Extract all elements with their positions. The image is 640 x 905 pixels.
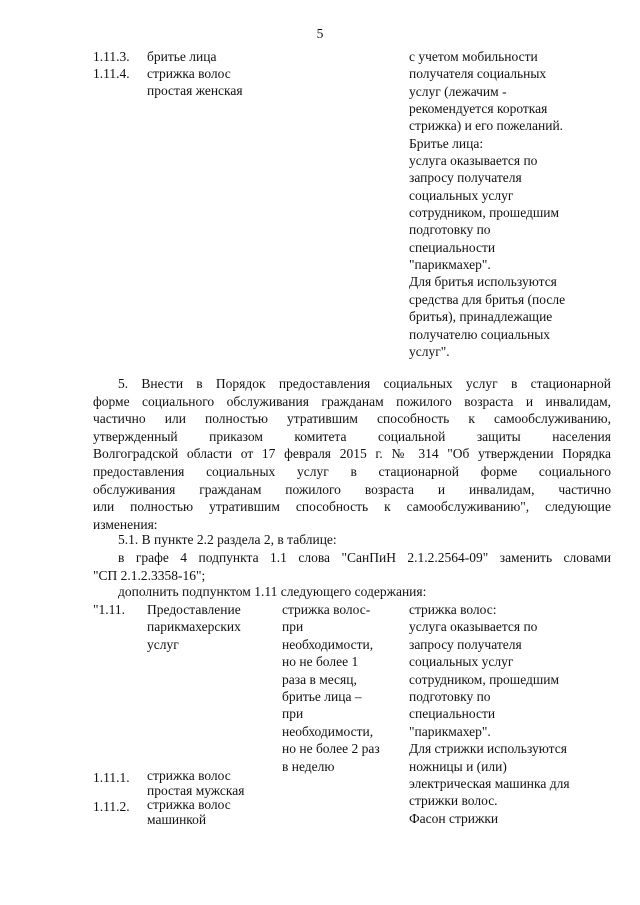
description-line: сотрудником, прошедшим: [409, 205, 560, 221]
row-number-1-11-2: 1.11.2.: [93, 799, 130, 814]
frequency-line: но не более 1: [282, 654, 359, 670]
frequency-line: но не более 2 раз: [282, 741, 380, 757]
row-name-line: простая мужская: [147, 782, 245, 798]
description-line: подготовку по: [409, 222, 491, 238]
row-number-1-11-1: 1.11.1.: [93, 770, 130, 785]
description-line: получателя социальных: [409, 66, 547, 82]
description-line: рекомендуется короткая: [409, 101, 548, 117]
paragraph-line: частично или полностью утратившим способность к самообслуживанию,: [93, 411, 611, 427]
frequency-line: бритье лица –: [282, 689, 362, 705]
description-line: социальных услуг: [409, 654, 514, 670]
description-line: с учетом мобильности: [409, 49, 538, 64]
frequency-line: при: [282, 706, 304, 722]
paragraph-line: или полностью утратившим способность к самообслуживанию", следующие: [93, 499, 611, 515]
row-name-line: машинкой: [147, 811, 207, 827]
item-5-1: 5.1. В пункте 2.2 раздела 2, в таблице:: [118, 532, 337, 547]
frequency-line: необходимости,: [282, 723, 374, 739]
row-name-line: Предоставление: [147, 602, 241, 617]
paragraph-line: 5. Внести в Порядок предоставления социальных услуг в стационарной: [118, 376, 611, 391]
row-name-1-11-1: [147, 769, 244, 798]
description-line: социальных услуг: [409, 187, 514, 203]
description-line: стрижка волос:: [409, 602, 497, 617]
paragraph-line: "СП 2.1.2.3358-16";: [93, 567, 206, 583]
description-line: услуг".: [409, 343, 450, 359]
row-name-1-11-4: [147, 65, 243, 100]
row-name-1-11-3: бритье лица: [147, 49, 217, 64]
description-line: получателю социальных: [409, 326, 551, 342]
row-name-line: простая женская: [147, 83, 243, 99]
row-name-1-11-2: [147, 798, 231, 827]
description-line: средства для бритья (после: [409, 291, 566, 307]
description-line: услуг (лежачим -: [409, 83, 507, 99]
top-description-column: [409, 48, 565, 360]
paragraph-line: Волгоградской области от 17 февраля 2015 г. № 314 "Об утверждении Порядка: [93, 446, 611, 462]
row-number-1-11-3: 1.11.3.: [93, 49, 130, 64]
frequency-line: при: [282, 619, 304, 635]
table-row-number: "1.11.: [93, 602, 126, 617]
row-number-1-11-4: 1.11.4.: [93, 66, 130, 81]
paragraph-line: в графе 4 подпункта 1.1 слова "СанПиН 2.1.2.2564-09" заменить словами: [118, 550, 611, 565]
description-line: Фасон стрижки: [409, 810, 499, 826]
description-line: специальности: [409, 239, 496, 255]
description-line: электрическая машинка для: [409, 776, 570, 792]
description-line: стрижка) и его пожеланий.: [409, 118, 564, 134]
description-line: запросу получателя: [409, 170, 522, 186]
description-line: "парикмахер".: [409, 257, 491, 273]
paragraph-line: предоставления социальных услуг в стационарной форме социального: [93, 463, 611, 479]
paragraph-line: форме социального обслуживания гражданам пожилого возраста и инвалидам,: [93, 393, 611, 409]
frequency-line: в неделю: [282, 758, 335, 774]
description-line: услуга оказывается по: [409, 619, 538, 635]
frequency-line: стрижка волос-: [282, 602, 371, 617]
table-description-column: [409, 601, 570, 827]
row-name-line: стрижка волос: [147, 768, 231, 783]
page-number: 5: [316, 26, 324, 41]
row-name-line: стрижка волос: [147, 797, 231, 812]
paragraph-line: изменения:: [93, 516, 158, 532]
description-line: ножницы и (или): [409, 758, 507, 774]
paragraph-line: утвержденный приказом комитета социальной защиты населения: [93, 428, 611, 444]
replace-instruction: [93, 549, 611, 584]
row-name-line: парикмахерских: [147, 619, 241, 635]
description-line: "парикмахер".: [409, 723, 491, 739]
description-line: подготовку по: [409, 689, 491, 705]
row-name-line: услуг: [147, 636, 179, 652]
description-line: специальности: [409, 706, 496, 722]
description-line: Бритье лица:: [409, 135, 484, 151]
row-name-line: стрижка волос: [147, 66, 231, 81]
description-line: услуга оказывается по: [409, 153, 538, 169]
frequency-line: необходимости,: [282, 636, 374, 652]
description-line: бритья), принадлежащие: [409, 309, 553, 325]
paragraph-line: обслуживания гражданам пожилого возраста и инвалидам, частично: [93, 481, 611, 497]
table-row-name: [147, 601, 241, 653]
description-line: запросу получателя: [409, 636, 522, 652]
table-frequency-column: [282, 601, 380, 775]
supplement-instruction: дополнить подпунктом 1.11 следующего содержания:: [118, 584, 427, 599]
description-line: сотрудником, прошедшим: [409, 671, 560, 687]
paragraph-5: [93, 375, 611, 533]
frequency-line: раза в месяц,: [282, 671, 357, 687]
description-line: стрижки волос.: [409, 793, 498, 809]
description-line: Для бритья используются: [409, 274, 557, 290]
description-line: Для стрижки используются: [409, 741, 567, 757]
